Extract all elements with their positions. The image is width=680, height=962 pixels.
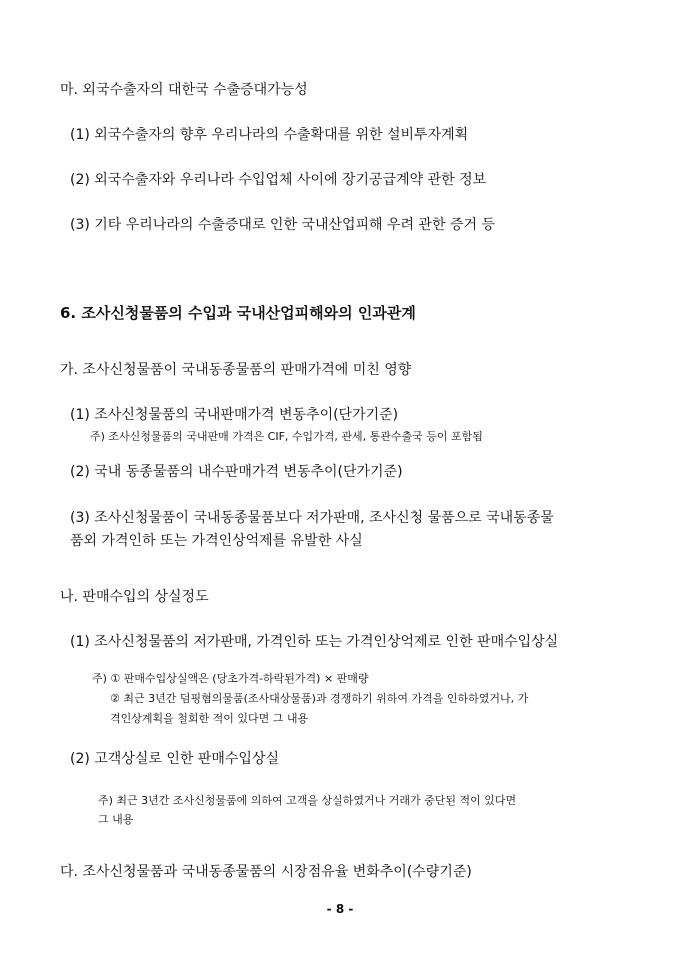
section-na-item-2: (2) 고객상실로 인한 판매수입상실 [70,751,279,767]
section-ma-item-1: (1) 외국수출자의 향후 우리나라의 수출확대를 위한 설비투자계획 [70,127,469,143]
section-ga-title: 가. 조사신청물품이 국내동종물품의 판매가격에 미친 영향 [60,362,412,378]
section-na-title: 나. 판매수입의 상실정도 [60,589,209,605]
section-ga-item-1-note: 주) 조사신청물품의 국내판매 가격은 CIF, 수입가격, 관세, 통관수출국 등이 포함됨 [90,430,483,443]
section-na-note-2-b: 그 내용 [98,813,134,826]
section-6-heading: 6. 조사신청물품의 수입과 국내산업피해와의 인과관계 [60,304,416,322]
section-ga-item-2: (2) 국내 동종물품의 내수판매가격 변동추이(단가기준) [70,464,403,480]
section-na-item-1: (1) 조사신청물품의 저가판매, 가격인하 또는 가격인상억제로 인한 판매수입상실 [70,634,559,650]
section-na-note-1-b: ② 최근 3년간 덤핑혐의물품(조사대상물품)과 경쟁하기 위하여 가격을 인하하였거나, 가 [110,692,529,705]
page-number: - 8 - [326,902,354,916]
section-da-title: 다. 조사신청물품과 국내동종물품의 시장점유율 변화추이(수량기준) [60,864,472,880]
section-na-note-2-a: 주) 최근 3년간 조사신청물품에 의하여 고객을 상실하였거나 거래가 중단된 적이 있다면 [98,794,517,807]
section-ma-title: 마. 외국수출자의 대한국 수출증대가능성 [60,82,308,98]
section-ma-item-3: (3) 기타 우리나라의 수출증대로 인한 국내산업피해 우려 관한 증거 등 [70,217,496,233]
section-na-note-1-a: 주) ① 판매수입상실액은 (당초가격-하락된가격) × 판매량 [92,672,369,685]
section-ga-item-3-line-1: (3) 조사신청물품이 국내동종물품보다 저가판매, 조사신청 물품으로 국내동종물 [70,510,554,526]
section-ga-item-3-line-2: 품외 가격인하 또는 가격인상억제를 유발한 사실 [70,533,363,549]
section-ga-item-1: (1) 조사신청물품의 국내판매가격 변동추이(단가기준) [70,407,399,423]
section-ma-item-2: (2) 외국수출자와 우리나라 수입업체 사이에 장기공급계약 관한 정보 [70,172,487,188]
section-na-note-1-c: 격인상계획을 철회한 적이 있다면 그 내용 [110,712,309,725]
